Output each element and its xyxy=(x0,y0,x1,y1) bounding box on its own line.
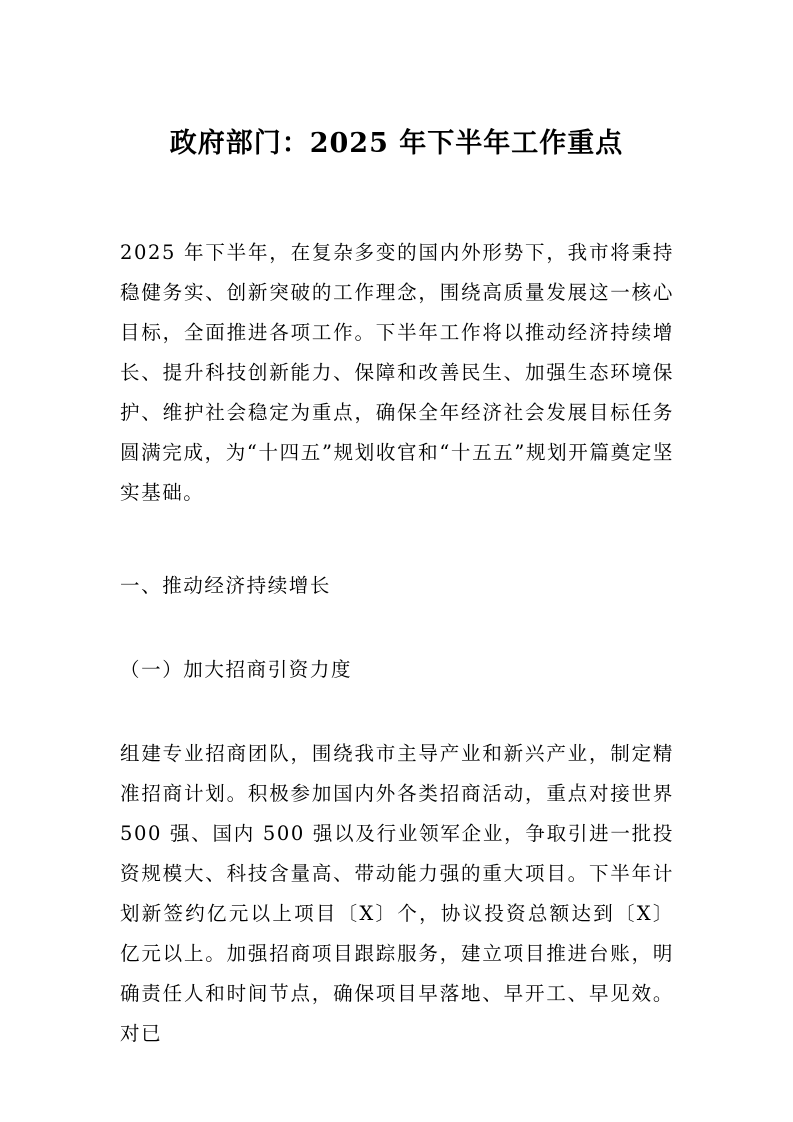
document-title: 政府部门：2025 年下半年工作重点 xyxy=(169,128,624,159)
subsection-heading: （一）加大招商引资力度 xyxy=(120,658,353,681)
section-heading: 一、推动经济持续增长 xyxy=(120,574,332,597)
intro-paragraph: 2025 年下半年，在复杂多变的国内外形势下，我市将秉持稳健务实、创新突破的工作理念，围绕高质量发展这一核心目标，全面推进各项工作。下半年工作将以推动经济持续增长、提升科技创新能力、保障和改善民生、加强生态环境保护、维护社会稳定为重点，确保全年经济社会发展目标任务圆满完成，为“十四五”规划收官和“十五五”规划开篇奠定坚实基础。 xyxy=(120,241,674,504)
body-paragraph: 组建专业招商团队，围绕我市主导产业和新兴产业，制定精准招商计划。积极参加国内外各类招商活动，重点对接世界500 强、国内 500 强以及行业领军企业，争取引进一批投资规模大、科技含量高、带动能力强的重大项目。下半年计划新签约亿元以上项目〔X〕个，协议投资总额达到〔X〕亿元以上。加强招商项目跟踪服务，建立项目推进台账，明确责任人和时间节点，确保项目早落地、早开工、早见效。对已 xyxy=(120,742,674,1045)
